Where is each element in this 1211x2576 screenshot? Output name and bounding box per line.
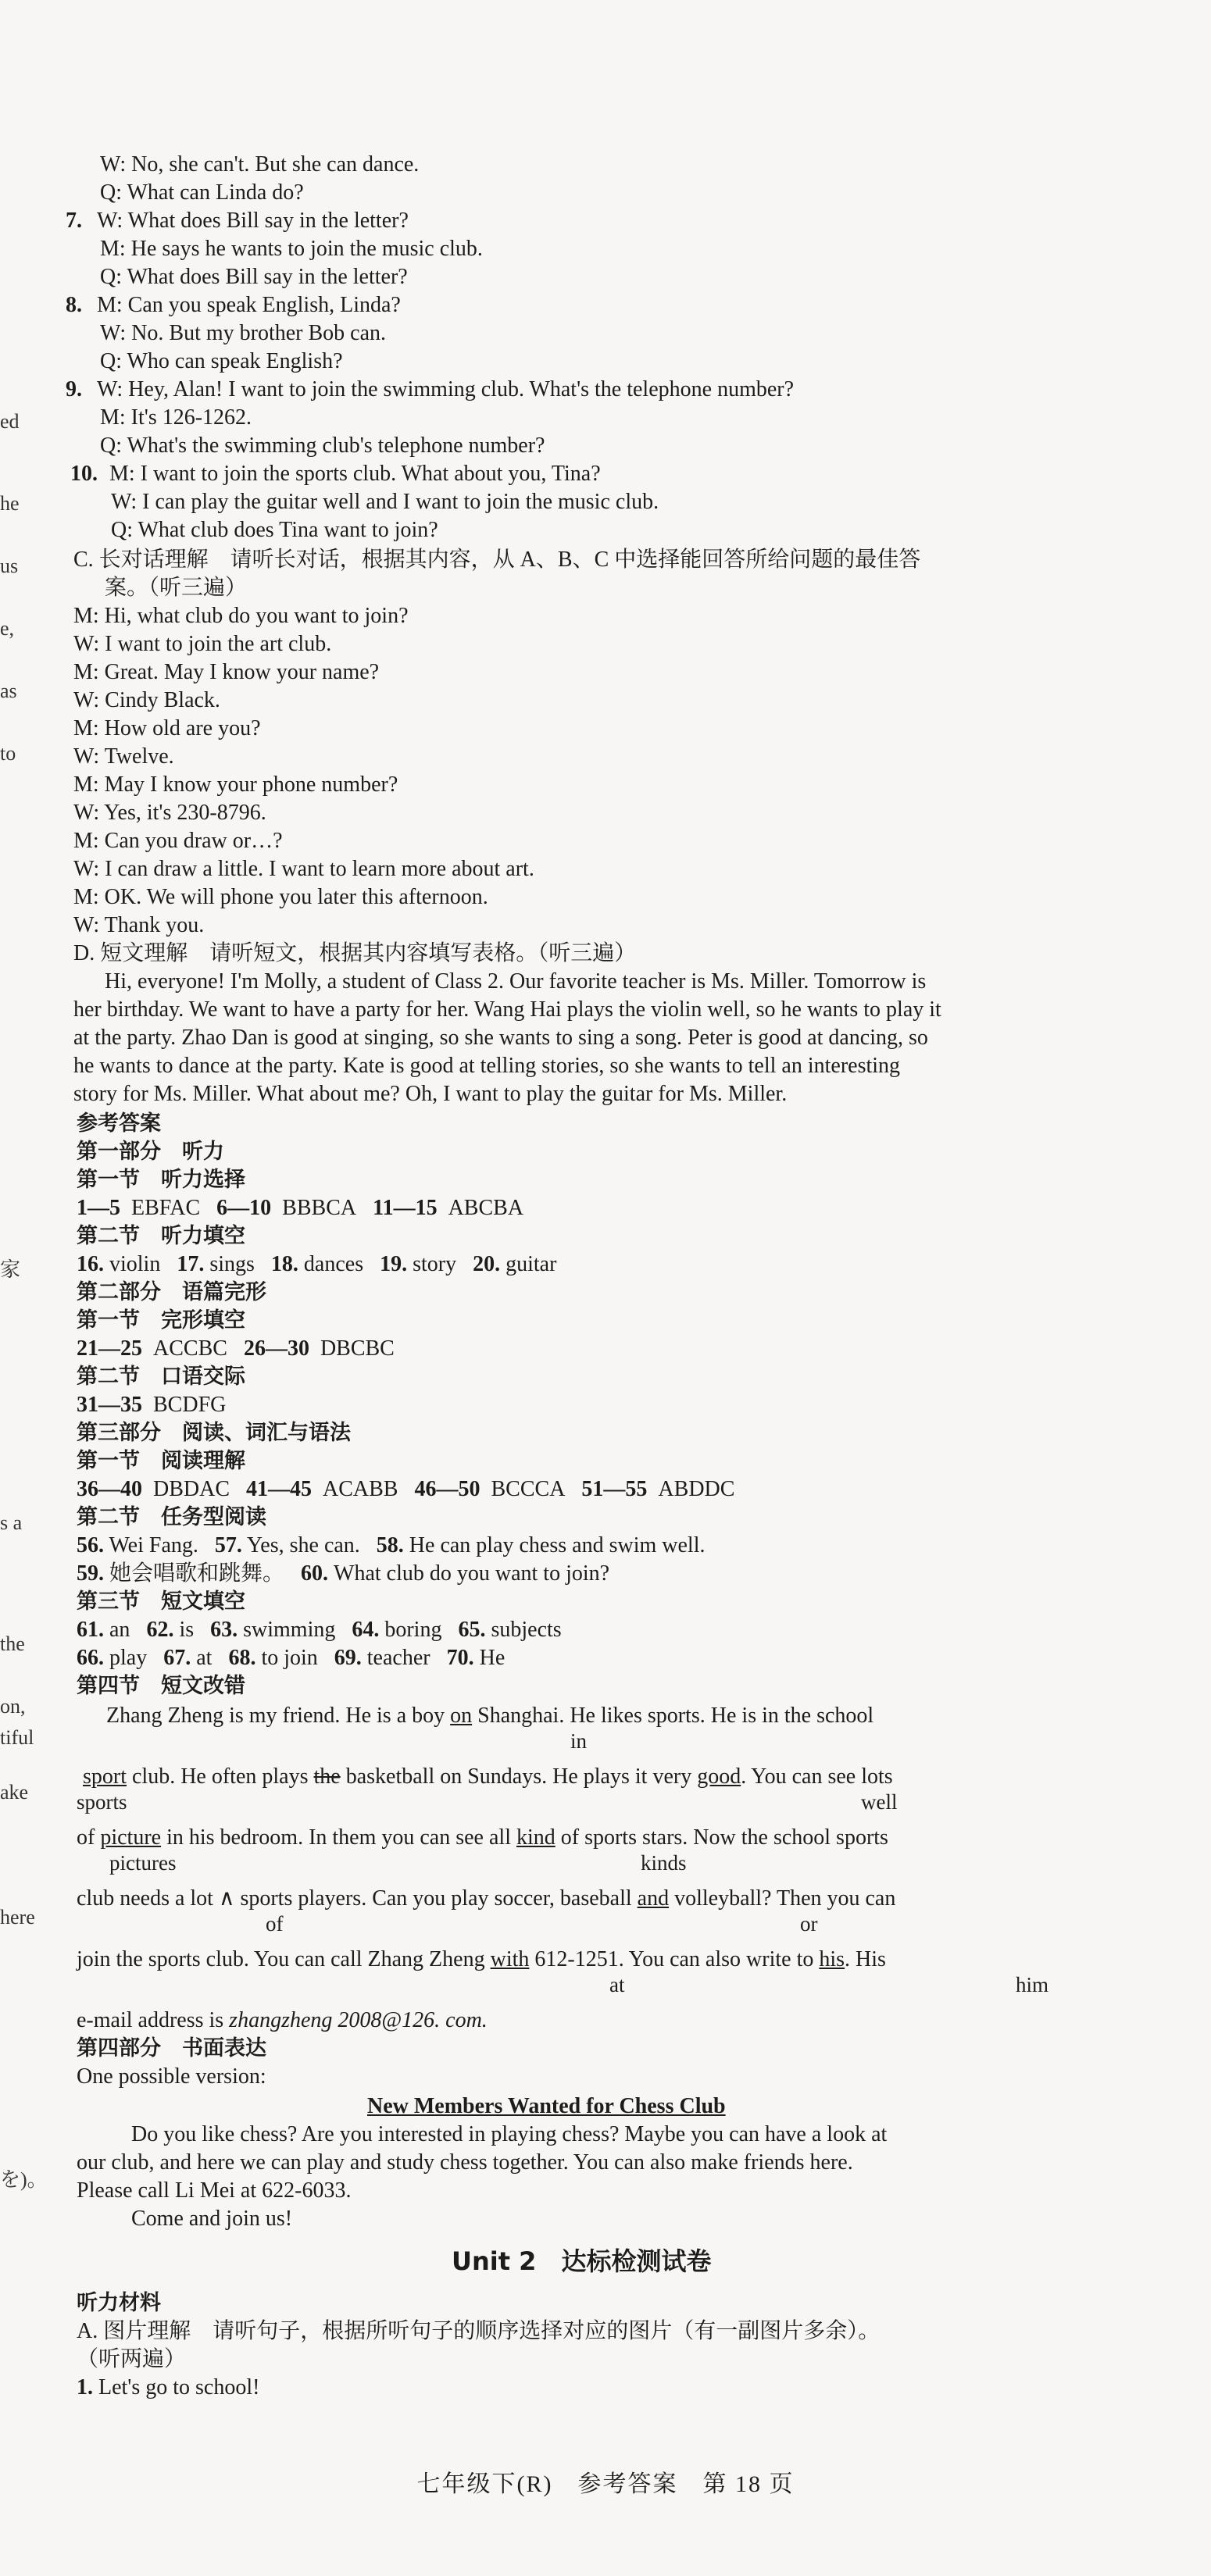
correction-fix: of [266, 1912, 284, 1936]
answer-number: 64. [352, 1618, 380, 1642]
correction-fix: well [861, 1790, 898, 1814]
answer-value: at [196, 1646, 213, 1670]
section-heading: 听力材料 [77, 2291, 161, 2315]
answer-range: 6—10 [216, 1196, 272, 1220]
passage-line: her birthday. We want to have a party for her. Wang Hai plays the violin well, so he wants to play it [73, 997, 941, 1022]
dialogue-line: Q: What's the swimming club's telephone number? [100, 433, 545, 458]
answer-range: 51—55 [581, 1477, 648, 1501]
answer-value: BCCCA [491, 1477, 566, 1501]
answer-value: DBDAC [153, 1477, 230, 1501]
answer-value: 她会唱歌和跳舞。 [109, 1561, 285, 1586]
answer-value: He can play chess and swim well. [409, 1533, 706, 1557]
dialogue-line: M: Great. May I know your name? [73, 660, 380, 684]
correction-fix: at [609, 1973, 625, 1996]
essay-line: Do you like chess? Are you interested in playing chess? Maybe you can have a look at [131, 2122, 888, 2146]
answer-range: 26—30 [243, 1336, 309, 1361]
answers-title: 参考答案 [77, 1111, 161, 1136]
answer-row [77, 1251, 556, 1278]
answer-value: ACCBC [153, 1336, 227, 1361]
answer-row [77, 1195, 523, 1222]
text-span: of [77, 1825, 101, 1850]
error-word: picture [100, 1825, 162, 1850]
answer-row [77, 1392, 226, 1418]
text-span: of sports stars. Now the school sports [555, 1825, 888, 1850]
answer-number: 61. [77, 1618, 104, 1642]
error-word: and [637, 1886, 670, 1911]
correction-fix: or [800, 1912, 818, 1936]
answer-value: BBBCA [282, 1196, 357, 1220]
answer-number: 68. [228, 1646, 256, 1670]
dialogue-line: Q: What club does Tina want to join? [111, 518, 438, 542]
answer-number: 67. [163, 1646, 191, 1670]
question-text: Let's go to school! [98, 2375, 260, 2399]
answer-value: violin [109, 1252, 161, 1276]
part-heading: 第四部分 书面表达 [77, 2036, 266, 2060]
answer-range: 1—5 [77, 1196, 120, 1220]
section-heading: 第二节 任务型阅读 [77, 1505, 266, 1529]
text-span: . You can see lots [741, 1764, 893, 1789]
page-footer: 七年级下(R) 参考答案 第 18 页 [416, 2471, 795, 2497]
section-a-heading: A. 图片理解 请听句子，根据所听句子的顺序选择对应的图片（有一副图片多余）。 [77, 2319, 881, 2343]
margin-fragment: he [0, 492, 20, 515]
answer-value: What club do you want to join? [334, 1561, 610, 1586]
answer-range: 46—50 [414, 1477, 480, 1501]
answer-value: an [109, 1618, 130, 1642]
answer-number: 58. [376, 1533, 404, 1557]
essay-line: Come and join us! [131, 2207, 293, 2231]
answer-row [77, 1476, 734, 1503]
answer-range: 21—25 [77, 1336, 142, 1361]
item-number: 7. [66, 209, 82, 233]
dialogue-line: W: Thank you. [73, 913, 205, 937]
text-span: volleyball? Then you can [669, 1886, 896, 1911]
margin-fragment: 家 [0, 1258, 21, 1281]
section-heading: 第二节 口语交际 [77, 1365, 245, 1389]
answer-number: 57. [214, 1533, 242, 1557]
error-word: the [313, 1764, 341, 1789]
section-d-heading: D. 短文理解 请听短文，根据其内容填写表格。（听三遍） [73, 941, 637, 965]
correction-fix: sports [77, 1790, 127, 1814]
dialogue-line: M: Hi, what club do you want to join? [73, 604, 409, 628]
dialogue-line: W: No. But my brother Bob can. [100, 321, 387, 345]
margin-fragment: ake [0, 1781, 29, 1804]
section-heading: 第二节 听力填空 [77, 1224, 245, 1248]
margin-fragment: e, [0, 617, 15, 640]
section-heading: 第四节 短文改错 [77, 1674, 245, 1698]
correction-line [77, 1946, 886, 1973]
dialogue-line: M: He says he wants to join the music club. [100, 237, 483, 261]
correction-fix: pictures [109, 1851, 177, 1875]
essay-title: New Members Wanted for Chess Club [367, 2094, 726, 2118]
item-number: 9. [66, 377, 82, 401]
answer-number: 70. [446, 1646, 474, 1670]
section-heading: 第三节 短文填空 [77, 1589, 245, 1614]
answer-value: play [109, 1646, 148, 1670]
version-label: One possible version: [77, 2064, 266, 2089]
item-number: 1. [77, 2375, 93, 2399]
dialogue-line: W: Hey, Alan! I want to join the swimming club. What's the telephone number? [97, 377, 795, 401]
section-heading: 第一节 完形填空 [77, 1308, 245, 1333]
essay-line: Please call Li Mei at 622-6033. [77, 2178, 352, 2203]
answer-range: 31—35 [77, 1393, 142, 1417]
correction-line [77, 1825, 888, 1851]
text-span: sports players. Can you play soccer, baseball [234, 1886, 638, 1911]
dialogue-line: Q: Who can speak English? [100, 349, 343, 373]
margin-fragment: as [0, 680, 17, 702]
margin-fragment: s a [0, 1511, 23, 1534]
item-number: 8. [66, 293, 82, 317]
answer-value: ABCBA [448, 1196, 524, 1220]
text-span: Shanghai. He likes sports. He is in the school [472, 1704, 874, 1728]
answer-value: ACABB [323, 1477, 398, 1501]
text-span: e-mail address is [77, 2008, 230, 2032]
part-heading: 第三部分 阅读、词汇与语法 [77, 1421, 351, 1445]
answer-value: boring [384, 1618, 442, 1642]
answer-number: 18. [270, 1252, 298, 1276]
answer-value: He [479, 1646, 505, 1670]
passage-line: story for Ms. Miller. What about me? Oh, I want to play the guitar for Ms. Miller. [73, 1082, 788, 1106]
answer-number: 56. [77, 1533, 104, 1557]
correction-line [106, 1703, 873, 1729]
answer-row [77, 1532, 705, 1559]
section-heading: 第一节 阅读理解 [77, 1449, 245, 1473]
dialogue-line: W: I can draw a little. I want to learn more about art. [73, 857, 534, 881]
dialogue-line: M: Can you draw or…? [73, 829, 283, 853]
unit-title: Unit 2 达标检测试卷 [452, 2246, 712, 2276]
item-number: 10. [70, 462, 98, 486]
text-span: Zhang Zheng is my friend. He is a boy [106, 1704, 451, 1728]
dialogue-line: W: Twelve. [73, 744, 174, 769]
margin-fragment: tiful [0, 1726, 34, 1749]
answer-value: DBCBC [320, 1336, 395, 1361]
section-heading: 第一节 听力选择 [77, 1168, 245, 1192]
answer-number: 20. [473, 1252, 501, 1276]
text-span: club. He often plays [127, 1764, 314, 1789]
dialogue-line: W: I can play the guitar well and I want to join the music club. [111, 490, 659, 514]
part-heading: 第一部分 听力 [77, 1140, 224, 1164]
error-word: on [450, 1704, 473, 1728]
margin-fragment: を)。 [0, 2168, 48, 2191]
answer-range: 11—15 [373, 1196, 438, 1220]
error-word: good [697, 1764, 741, 1789]
margin-fragment: the [0, 1632, 25, 1655]
answer-number: 16. [77, 1252, 104, 1276]
dialogue-line: M: Can you speak English, Linda? [97, 293, 401, 317]
passage-line: he wants to dance at the party. Kate is good at telling stories, so she wants to tell an interesting [73, 1054, 901, 1078]
error-word: with [490, 1947, 530, 1971]
answer-value: Yes, she can. [246, 1533, 360, 1557]
answer-range: 36—40 [77, 1477, 142, 1501]
answer-range: 41—45 [246, 1477, 313, 1501]
error-word: kind [516, 1825, 555, 1850]
dialogue-line: M: May I know your phone number? [73, 772, 398, 797]
text-span: club needs a lot [77, 1886, 219, 1911]
correction-line [77, 1886, 895, 1912]
dialogue-line: Q: What does Bill say in the letter? [100, 265, 408, 289]
answer-number: 19. [380, 1252, 408, 1276]
dialogue-line: W: I want to join the art club. [73, 632, 332, 656]
email-address: zhangzheng 2008@126. com. [229, 2008, 488, 2032]
answer-row [77, 1336, 395, 1362]
answer-value: to join [261, 1646, 318, 1670]
answer-number: 69. [334, 1646, 362, 1670]
insert-mark: ∧ [218, 1886, 235, 1911]
answer-row [77, 1561, 609, 1587]
margin-fragment: us [0, 555, 19, 577]
answer-value: EBFAC [131, 1196, 201, 1220]
answer-number: 63. [210, 1618, 238, 1642]
answer-number: 65. [458, 1618, 486, 1642]
answer-value: swimming [243, 1618, 336, 1642]
margin-fragment: to [0, 742, 16, 765]
answer-value: dances [303, 1252, 364, 1276]
correction-line [83, 1764, 893, 1790]
dialogue-line: M: I want to join the sports club. What about you, Tina? [109, 462, 601, 486]
dialogue-line: M: OK. We will phone you later this afternoon. [73, 885, 488, 909]
answer-number: 60. [301, 1561, 329, 1586]
answer-value: is [179, 1618, 195, 1642]
answer-value: story [413, 1252, 457, 1276]
margin-fragment: here [0, 1906, 35, 1928]
essay-line: our club, and here we can play and study chess together. You can also make friends here. [77, 2150, 853, 2175]
correction-fix: kinds [641, 1851, 687, 1875]
answer-row [77, 1645, 505, 1672]
correction-line [77, 2007, 488, 2034]
section-a-heading-cont: （听两遍） [77, 2347, 187, 2371]
correction-fix: in [570, 1729, 588, 1753]
passage-line: Hi, everyone! I'm Molly, a student of Class 2. Our favorite teacher is Ms. Miller. Tomorrow is [105, 969, 927, 994]
dialogue-line: W: Yes, it's 230-8796. [73, 801, 266, 825]
answer-value: BCDFG [153, 1393, 227, 1417]
dialogue-line: M: How old are you? [73, 716, 261, 740]
text-span: join the sports club. You can call Zhang Zheng [77, 1947, 491, 1971]
answer-number: 17. [177, 1252, 205, 1276]
dialogue-line: Q: What can Linda do? [100, 180, 304, 205]
question-line [77, 2374, 259, 2401]
part-heading: 第二部分 语篇完形 [77, 1280, 266, 1304]
error-word: sport [83, 1764, 127, 1789]
error-word: his [819, 1947, 845, 1971]
answer-value: teacher [366, 1646, 430, 1670]
answer-value: ABDDC [658, 1477, 735, 1501]
text-span: 612-1251. You can also write to [529, 1947, 820, 1971]
answer-value: subjects [491, 1618, 562, 1642]
passage-line: at the party. Zhao Dan is good at singing, so she wants to sing a song. Peter is good at dancing, so [73, 1026, 928, 1050]
answer-value: guitar [505, 1252, 557, 1276]
dialogue-line: W: Cindy Black. [73, 688, 220, 712]
dialogue-line: W: What does Bill say in the letter? [97, 209, 409, 233]
margin-fragment: ed [0, 410, 20, 433]
text-span: . His [845, 1947, 886, 1971]
answer-value: sings [209, 1252, 255, 1276]
answer-value: Wei Fang. [109, 1533, 198, 1557]
margin-fragment: on, [0, 1695, 26, 1718]
section-c-heading: C. 长对话理解 请听长对话，根据其内容，从 A、B、C 中选择能回答所给问题的最佳答 [73, 548, 921, 572]
answer-number: 62. [146, 1618, 174, 1642]
answer-number: 59. [77, 1561, 104, 1586]
answer-row [77, 1617, 562, 1643]
dialogue-line: W: No, she can't. But she can dance. [100, 152, 420, 177]
text-span: in his bedroom. In them you can see all [161, 1825, 516, 1850]
correction-fix: him [1016, 1973, 1049, 1996]
section-c-heading-cont: 案。（听三遍） [105, 576, 248, 600]
text-span: basketball on Sundays. He plays it very [340, 1764, 698, 1789]
dialogue-line: M: It's 126-1262. [100, 405, 252, 430]
answer-number: 66. [77, 1646, 104, 1670]
